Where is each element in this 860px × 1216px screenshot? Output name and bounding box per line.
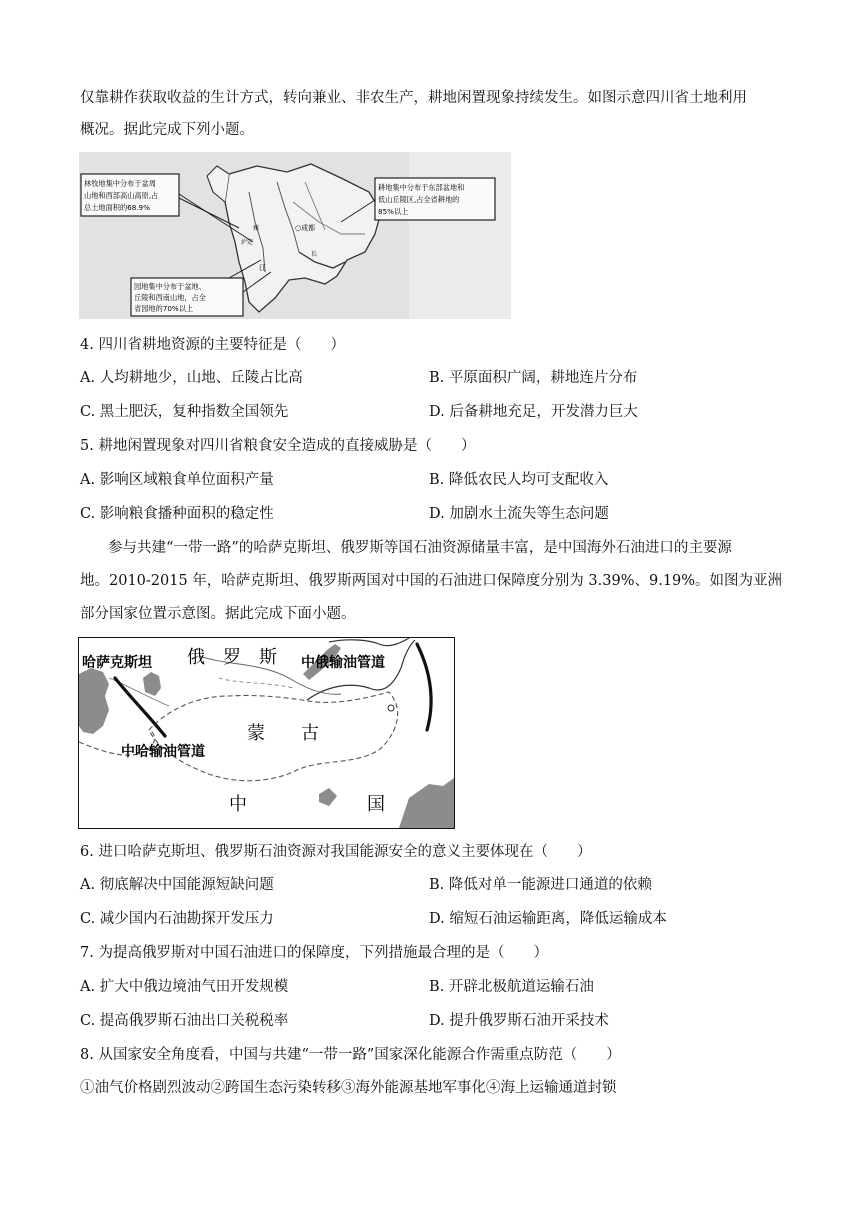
sea-of-japan xyxy=(399,778,454,828)
asia-countries-map xyxy=(78,637,455,829)
question-4-stem: 4. 四川省耕地资源的主要特征是（ ） xyxy=(80,337,345,353)
question-4-option-a: A. 人均耕地少，山地、丘陵占比高 xyxy=(80,370,303,386)
asia-map-svg xyxy=(79,638,454,828)
question-6-stem: 6. 进口哈萨克斯坦、俄罗斯石油资源对我国能源安全的意义主要体现在（ ） xyxy=(80,844,592,860)
question-4-option-b: B. 平原面积广阔，耕地连片分布 xyxy=(429,370,638,386)
question-5-option-b: B. 降低农民人均可支配收入 xyxy=(429,472,609,488)
question-7-option-c: C. 提高俄罗斯石油出口关税税率 xyxy=(80,1013,289,1029)
question-6-option-a: A. 彻底解决中国能源短缺问题 xyxy=(80,877,274,893)
china-russia-pipeline xyxy=(417,644,431,730)
cropland-label-line-2: 低山丘陵区,占全省耕地的 xyxy=(378,195,460,204)
intro-paragraph-1-line-1: 仅靠耕作获取收益的生计方式，转向兼业、非农生产，耕地闲置现象持续发生。如图示意四川省土地利用 xyxy=(80,90,747,106)
intro-paragraph-1-line-2: 概况。据此完成下列小题。 xyxy=(80,122,254,138)
orchard-label-line-3: 省园地的70%以上 xyxy=(134,304,194,313)
question-7-stem: 7. 为提高俄罗斯对中国石油进口的保障度，下列措施最合理的是（ ） xyxy=(80,945,548,961)
sichuan-map-svg xyxy=(79,152,511,319)
cropland-label-line-3: 85%以上 xyxy=(378,207,409,216)
china-label-zhong: 中 xyxy=(229,794,247,815)
mongolia-label: 蒙 古 xyxy=(247,723,319,744)
map1-small-label-2: 雅 xyxy=(253,225,260,232)
intro-paragraph-2-line-2: 地。2010-2015 年，哈萨克斯坦、俄罗斯两国对中国的石油进口保障度分别为 3.39%、9.19%。如图为亚洲 xyxy=(80,573,783,589)
question-6-option-b: B. 降低对单一能源进口通道的依赖 xyxy=(429,877,652,893)
question-7-option-d: D. 提升俄罗斯石油开采技术 xyxy=(429,1013,609,1029)
intro-paragraph-2-line-3: 部分国家位置示意图。据此完成下面小题。 xyxy=(80,606,356,622)
city-chengdu: ○成都 xyxy=(295,224,316,232)
question-5-option-c: C. 影响粮食播种面积的稳定性 xyxy=(80,506,274,522)
russia-label: 俄 罗 斯 xyxy=(187,647,277,668)
china-russia-pipeline-label: 中俄输油管道 xyxy=(301,655,385,671)
forest-label-line-1: 林牧地集中分布于盆周 xyxy=(84,179,156,188)
question-6-option-c: C. 减少国内石油勘探开发压力 xyxy=(80,911,274,927)
question-5-option-a: A. 影响区域粮食单位面积产量 xyxy=(80,472,274,488)
question-6-option-d: D. 缩短石油运输距离，降低运输成本 xyxy=(429,911,667,927)
question-4-option-d: D. 后备耕地充足，开发潜力巨大 xyxy=(429,404,638,420)
sichuan-land-use-map xyxy=(79,152,511,319)
question-5-stem: 5. 耕地闲置现象对四川省粮食安全造成的直接威胁是（ ） xyxy=(80,438,476,454)
cropland-label-line-1: 耕地集中分布于东部盆地和 xyxy=(378,183,465,192)
forest-label-line-2: 山地和西部高山高原,占 xyxy=(84,191,159,200)
bohai-sea xyxy=(319,788,337,806)
orchard-label-line-1: 园地集中分布于盆地、 xyxy=(134,282,206,291)
river-jiang-label: 江 xyxy=(259,264,266,272)
orchard-label-line-2: 丘陵和西南山地，占全 xyxy=(134,293,206,302)
question-5-option-d: D. 加剧水土流失等生态问题 xyxy=(429,506,609,522)
question-7-option-b: B. 开辟北极航道运输石油 xyxy=(429,979,594,995)
china-kazakhstan-pipeline-label: 中哈输油管道 xyxy=(121,744,205,760)
question-7-option-a: A. 扩大中俄边境油气田开发规模 xyxy=(80,979,289,995)
question-8-stem: 8. 从国家安全角度看，中国与共建“一带一路”国家深化能源合作需重点防范（ ） xyxy=(80,1047,621,1063)
forest-label-line-3: 总土地面积的68.9% xyxy=(84,203,150,212)
aral-sea xyxy=(143,672,161,696)
question-4-option-c: C. 黑土肥沃，复种指数全国领先 xyxy=(80,404,289,420)
intro-paragraph-2-line-1: 参与共建“一带一路”的哈萨克斯坦、俄罗斯等国石油资源储量丰富，是中国海外石油进口的主要源 xyxy=(108,540,732,556)
china-label-guo: 国 xyxy=(367,794,385,815)
map1-small-label-3: 长 xyxy=(311,251,318,258)
caspian-sea xyxy=(79,668,109,734)
question-8-options: ①油气价格剧烈波动②跨国生态污染转移③海外能源基地军事化④海上运输通道封锁 xyxy=(80,1080,617,1096)
map1-small-label-1: 泸定 xyxy=(241,239,254,246)
kazakhstan-label: 哈萨克斯坦 xyxy=(82,655,152,671)
